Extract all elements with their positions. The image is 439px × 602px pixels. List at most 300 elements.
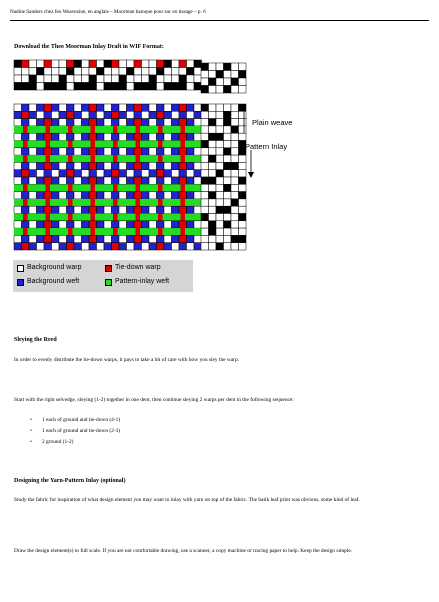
treadling-cell	[231, 141, 239, 148]
drawdown-cell	[37, 221, 45, 228]
threading-cell	[22, 75, 30, 83]
drawdown-cell	[187, 177, 195, 184]
drawdown-cell	[187, 148, 195, 155]
treadling-cell	[216, 141, 224, 148]
threading-cell	[44, 83, 52, 91]
drawdown-cell	[149, 133, 157, 140]
drawdown-cell	[52, 133, 60, 140]
drawdown-cell	[74, 177, 82, 184]
drawdown-cell	[44, 162, 52, 169]
drawdown-cell	[134, 119, 142, 126]
tiedown-warp-float	[68, 184, 73, 191]
threading-cell	[59, 60, 67, 68]
drawdown-cell	[14, 148, 22, 155]
drawdown-cell	[187, 111, 195, 118]
tiedown-warp-float	[68, 155, 73, 162]
drawdown-cell	[52, 177, 60, 184]
treadling-cell	[224, 162, 232, 169]
treadling-cell	[209, 155, 217, 162]
tiedown-warp-float	[181, 141, 186, 148]
tiedown-warp-float	[23, 141, 28, 148]
legend-label-background-warp: Background warp	[27, 264, 82, 271]
drawdown-cell	[172, 148, 180, 155]
drawdown-cell	[37, 177, 45, 184]
tiedown-warp-float	[23, 155, 28, 162]
treadling-cell	[201, 177, 209, 184]
tiedown-warp-float	[181, 228, 186, 235]
drawdown-cell	[22, 206, 30, 213]
threading-cell	[149, 75, 157, 83]
drawdown-cell	[172, 162, 180, 169]
drawdown-cell	[119, 192, 127, 199]
section-heading-designing: Designing the Yarn-Pattern Inlay (optional)	[14, 478, 126, 484]
threading-cell	[37, 60, 45, 68]
inlay-weft-band	[14, 141, 202, 148]
treadling-cell	[224, 126, 232, 133]
drawdown-cell	[59, 206, 67, 213]
drawdown-cell	[59, 119, 67, 126]
tieup-cell	[201, 63, 209, 71]
threading-cell	[112, 83, 120, 91]
treadling-cell	[239, 111, 247, 118]
threading-cell	[44, 75, 52, 83]
drawdown-cell	[127, 206, 135, 213]
drawdown-cell	[172, 170, 180, 177]
drawdown-cell	[59, 148, 67, 155]
treadling-cell	[216, 119, 224, 126]
threading-cell	[127, 83, 135, 91]
drawdown-cell	[104, 111, 112, 118]
treadling-cell	[224, 214, 232, 221]
drawdown-cell	[97, 221, 105, 228]
threading-cell	[172, 60, 180, 68]
tiedown-warp-float	[136, 228, 141, 235]
drawdown-cell	[89, 192, 97, 199]
threading-cell	[142, 83, 150, 91]
treadling-cell	[209, 111, 217, 118]
drawdown-cell	[97, 192, 105, 199]
treadling-cell	[216, 199, 224, 206]
section-heading-sleying: Sleying the Reed	[14, 337, 57, 343]
threading-cell	[37, 75, 45, 83]
drawdown-cell	[157, 192, 165, 199]
tiedown-warp-float	[23, 126, 28, 133]
treadling-cell	[231, 184, 239, 191]
drawdown-cell	[97, 235, 105, 242]
treadling-cell	[231, 177, 239, 184]
drawdown-cell	[157, 119, 165, 126]
treadling-cell	[209, 141, 217, 148]
threading-cell	[194, 68, 202, 76]
tieup-cell	[224, 71, 232, 79]
tiedown-warp-float	[158, 155, 163, 162]
tiedown-warp-float	[113, 199, 118, 206]
legend-box	[13, 260, 193, 292]
drawdown-cell	[164, 206, 172, 213]
treadling-cell	[201, 228, 209, 235]
drawdown-cell	[164, 221, 172, 228]
drawdown-cell	[97, 133, 105, 140]
treadling-cell	[201, 126, 209, 133]
treadling-cell	[224, 243, 232, 250]
threading-cell	[187, 68, 195, 76]
drawdown-cell	[104, 119, 112, 126]
drawdown-cell	[164, 111, 172, 118]
threading-cell	[179, 68, 187, 76]
treadling-cell	[239, 177, 247, 184]
threading-cell	[37, 83, 45, 91]
treadling-cell	[231, 192, 239, 199]
drawdown-cell	[172, 104, 180, 111]
drawdown-cell	[44, 148, 52, 155]
tiedown-warp-float	[158, 199, 163, 206]
arrow-head-icon	[248, 172, 254, 178]
drawdown-cell	[14, 243, 22, 250]
tiedown-warp-float	[68, 228, 73, 235]
drawdown-cell	[67, 111, 75, 118]
page-header: Nadine Sanders chez feu Weavezine, en anglais – Moorman baroque pour sac en tissage – p. 6	[10, 9, 206, 15]
treadling-cell	[231, 206, 239, 213]
drawdown-cell	[37, 111, 45, 118]
tieup-cell	[209, 86, 217, 94]
threading-cell	[172, 83, 180, 91]
drawdown-cell	[52, 162, 60, 169]
threading-cell	[187, 60, 195, 68]
treadling-cell	[201, 192, 209, 199]
drawdown-cell	[157, 133, 165, 140]
treadling-cell	[239, 214, 247, 221]
drawdown-cell	[14, 192, 22, 199]
drawdown-cell	[89, 221, 97, 228]
threading-cell	[37, 68, 45, 76]
drawdown-cell	[89, 243, 97, 250]
drawdown-cell	[82, 221, 90, 228]
threading-cell	[89, 75, 97, 83]
drawdown-cell	[104, 221, 112, 228]
drawdown-cell	[82, 104, 90, 111]
threading-cell	[179, 75, 187, 83]
drawdown-cell	[187, 170, 195, 177]
drawdown-cell	[67, 119, 75, 126]
drawdown-cell	[97, 111, 105, 118]
drawdown-cell	[172, 119, 180, 126]
threading-cell	[14, 75, 22, 83]
treadling-cell	[224, 184, 232, 191]
tiedown-warp-float	[23, 184, 28, 191]
drawdown-cell	[127, 104, 135, 111]
drawdown-cell	[74, 170, 82, 177]
threading-cell	[157, 83, 165, 91]
drawdown-cell	[142, 170, 150, 177]
drawdown-cell	[37, 148, 45, 155]
drawdown-cell	[142, 162, 150, 169]
treadling-cell	[224, 141, 232, 148]
drawdown-cell	[59, 170, 67, 177]
threading-cell	[97, 68, 105, 76]
tiedown-warp-float	[113, 126, 118, 133]
drawdown-cell	[29, 148, 37, 155]
treadling-cell	[231, 119, 239, 126]
drawdown-cell	[97, 177, 105, 184]
drawdown-cell	[164, 243, 172, 250]
inlay-weft-band	[14, 155, 202, 162]
threading-cell	[164, 83, 172, 91]
drawdown-cell	[82, 177, 90, 184]
drawdown-cell	[89, 148, 97, 155]
drawdown-cell	[112, 235, 120, 242]
drawdown-cell	[29, 243, 37, 250]
inlay-weft-band	[14, 199, 202, 206]
drawdown-cell	[29, 133, 37, 140]
legend-swatch-tiedown-warp	[105, 265, 112, 272]
tiedown-warp-float	[181, 126, 186, 133]
download-heading[interactable]: Download the Theo Moorman Inlay Draft in WIF Format:	[14, 44, 164, 50]
legend-label-background-weft: Background weft	[27, 278, 80, 285]
tieup-cell	[224, 78, 232, 86]
tiedown-warp-float	[158, 141, 163, 148]
paragraph-designing-draw: Draw the design element(s) to full scale. If you are not comfortable drawing, use a scanner, a copy machine or tracing paper to help. Keep the design simple.	[14, 548, 353, 554]
drawdown-cell	[97, 148, 105, 155]
drawdown-cell	[127, 148, 135, 155]
drawdown-cell	[59, 177, 67, 184]
threading-cell	[142, 75, 150, 83]
drawdown-cell	[44, 221, 52, 228]
treadling-grid	[201, 104, 246, 250]
treadling-cell	[239, 184, 247, 191]
drawdown-cell	[112, 104, 120, 111]
drawdown-cell	[22, 177, 30, 184]
treadling-cell	[231, 221, 239, 228]
drawdown-cell	[104, 243, 112, 250]
drawdown-cell	[172, 111, 180, 118]
tiedown-warp-float	[68, 126, 73, 133]
threading-cell	[74, 60, 82, 68]
drawdown-cell	[157, 235, 165, 242]
tiedown-warp-float	[46, 184, 51, 191]
drawdown-cell	[29, 104, 37, 111]
drawdown-cell	[52, 192, 60, 199]
treadling-cell	[224, 104, 232, 111]
tieup-cell	[239, 78, 247, 86]
list-item: • 1 each of ground and tie-down (4-1)	[30, 415, 120, 426]
drawdown-cell	[89, 119, 97, 126]
treadling-cell	[224, 148, 232, 155]
threading-cell	[89, 68, 97, 76]
tiedown-warp-float	[181, 184, 186, 191]
drawdown-cell	[67, 192, 75, 199]
treadling-cell	[216, 177, 224, 184]
drawdown-cell	[67, 170, 75, 177]
drawdown-cell	[74, 133, 82, 140]
drawdown-cell	[22, 192, 30, 199]
drawdown-cell	[194, 192, 202, 199]
tiedown-warp-float	[46, 228, 51, 235]
drawdown-cell	[59, 243, 67, 250]
treadling-cell	[216, 170, 224, 177]
treadling-cell	[231, 155, 239, 162]
drawdown-cell	[119, 221, 127, 228]
drawdown-cell	[119, 119, 127, 126]
drawdown-cell	[97, 243, 105, 250]
plain-weave-label: Plain weave	[252, 118, 293, 127]
drawdown-cell	[194, 235, 202, 242]
drawdown-cell	[44, 235, 52, 242]
treadling-cell	[231, 199, 239, 206]
tiedown-warp-float	[46, 141, 51, 148]
treadling-cell	[201, 111, 209, 118]
drawdown-cell	[59, 192, 67, 199]
drawdown-cell	[157, 206, 165, 213]
drawdown-cell	[187, 243, 195, 250]
drawdown-cell	[44, 119, 52, 126]
drawdown-cell	[82, 235, 90, 242]
treadling-cell	[231, 243, 239, 250]
treadling-cell	[201, 214, 209, 221]
treadling-cell	[209, 133, 217, 140]
treadling-cell	[216, 221, 224, 228]
treadling-cell	[231, 214, 239, 221]
threading-cell	[74, 83, 82, 91]
threading-cell	[74, 75, 82, 83]
drawdown	[14, 104, 202, 250]
drawdown-cell	[59, 111, 67, 118]
drawdown-cell	[119, 177, 127, 184]
drawdown-cell	[164, 177, 172, 184]
drawdown-cell	[179, 192, 187, 199]
threading-cell	[44, 60, 52, 68]
drawdown-cell	[74, 104, 82, 111]
treadling-cell	[216, 104, 224, 111]
tieup-cell	[216, 78, 224, 86]
threading-cell	[44, 68, 52, 76]
drawdown-cell	[179, 243, 187, 250]
threading-cell	[29, 68, 37, 76]
drawdown-cell	[119, 104, 127, 111]
drawdown-cell	[37, 162, 45, 169]
inlay-weft-band	[14, 214, 202, 221]
treadling-cell	[239, 155, 247, 162]
threading-cell	[119, 75, 127, 83]
drawdown-cell	[194, 162, 202, 169]
legend-label-pattern-inlay-weft: Pattern-inlay weft	[115, 278, 170, 285]
treadling-cell	[239, 199, 247, 206]
drawdown-cell	[149, 119, 157, 126]
treadling-cell	[224, 228, 232, 235]
threading-cell	[82, 60, 90, 68]
treadling-cell	[239, 192, 247, 199]
drawdown-cell	[187, 206, 195, 213]
drawdown-cell	[112, 162, 120, 169]
drawdown-cell	[97, 119, 105, 126]
tiedown-warp-float	[181, 155, 186, 162]
treadling-cell	[209, 162, 217, 169]
threading-cell	[29, 60, 37, 68]
threading-cell	[119, 68, 127, 76]
treadling-cell	[231, 111, 239, 118]
tiedown-warp-float	[158, 228, 163, 235]
threading-cell	[14, 83, 22, 91]
drawdown-cell	[67, 133, 75, 140]
drawdown-cell	[104, 192, 112, 199]
treadling-cell	[201, 243, 209, 250]
treadling-cell	[239, 243, 247, 250]
treadling-cell	[209, 148, 217, 155]
tieup-cell	[231, 86, 239, 94]
drawdown-cell	[112, 243, 120, 250]
drawdown-cell	[29, 192, 37, 199]
drawdown-cell	[164, 104, 172, 111]
drawdown-cell	[119, 206, 127, 213]
threading-cell	[127, 60, 135, 68]
threading-cell	[89, 83, 97, 91]
treadling-cell	[216, 184, 224, 191]
drawdown-cell	[112, 133, 120, 140]
drawdown-cell	[82, 119, 90, 126]
threading-cell	[52, 60, 60, 68]
drawdown-cell	[52, 221, 60, 228]
treadling-cell	[201, 133, 209, 140]
tiedown-warp-float	[158, 214, 163, 221]
drawdown-cell	[22, 104, 30, 111]
drawdown-cell	[164, 162, 172, 169]
drawdown-cell	[37, 133, 45, 140]
drawdown-cell	[179, 104, 187, 111]
drawdown-cell	[134, 170, 142, 177]
drawdown-cell	[82, 133, 90, 140]
threading-cell	[97, 75, 105, 83]
drawdown-cell	[104, 148, 112, 155]
drawdown-cell	[142, 119, 150, 126]
drawdown-cell	[29, 235, 37, 242]
threading-cell	[142, 68, 150, 76]
treadling-cell	[224, 192, 232, 199]
tiedown-warp-float	[23, 199, 28, 206]
treadling-cell	[201, 170, 209, 177]
drawdown-cell	[179, 148, 187, 155]
tieup-cell	[239, 86, 247, 94]
drawdown-cell	[119, 162, 127, 169]
drawdown-cell	[149, 221, 157, 228]
drawdown-cell	[119, 133, 127, 140]
drawdown-cell	[119, 170, 127, 177]
drawdown-cell	[179, 111, 187, 118]
tiedown-warp-float	[91, 141, 96, 148]
drawdown-cell	[59, 162, 67, 169]
tiedown-warp-float	[46, 214, 51, 221]
drawdown-cell	[142, 243, 150, 250]
treadling-cell	[216, 148, 224, 155]
drawdown-cell	[164, 170, 172, 177]
drawdown-cell	[67, 243, 75, 250]
drawdown-cell	[74, 111, 82, 118]
drawdown-cell	[14, 206, 22, 213]
drawdown-cell	[149, 243, 157, 250]
tiedown-warp-float	[136, 184, 141, 191]
tiedown-warp-float	[136, 214, 141, 221]
drawdown-cell	[89, 104, 97, 111]
drawdown-cell	[67, 148, 75, 155]
drawdown-cell	[37, 104, 45, 111]
treadling-cell	[201, 235, 209, 242]
drawdown-cell	[14, 111, 22, 118]
drawdown-cell	[194, 177, 202, 184]
treadling-cell	[239, 119, 247, 126]
drawdown-cell	[164, 148, 172, 155]
drawdown-cell	[52, 119, 60, 126]
drawdown-cell	[22, 243, 30, 250]
inlay-weft-band	[14, 184, 202, 191]
tieup-cell	[231, 71, 239, 79]
